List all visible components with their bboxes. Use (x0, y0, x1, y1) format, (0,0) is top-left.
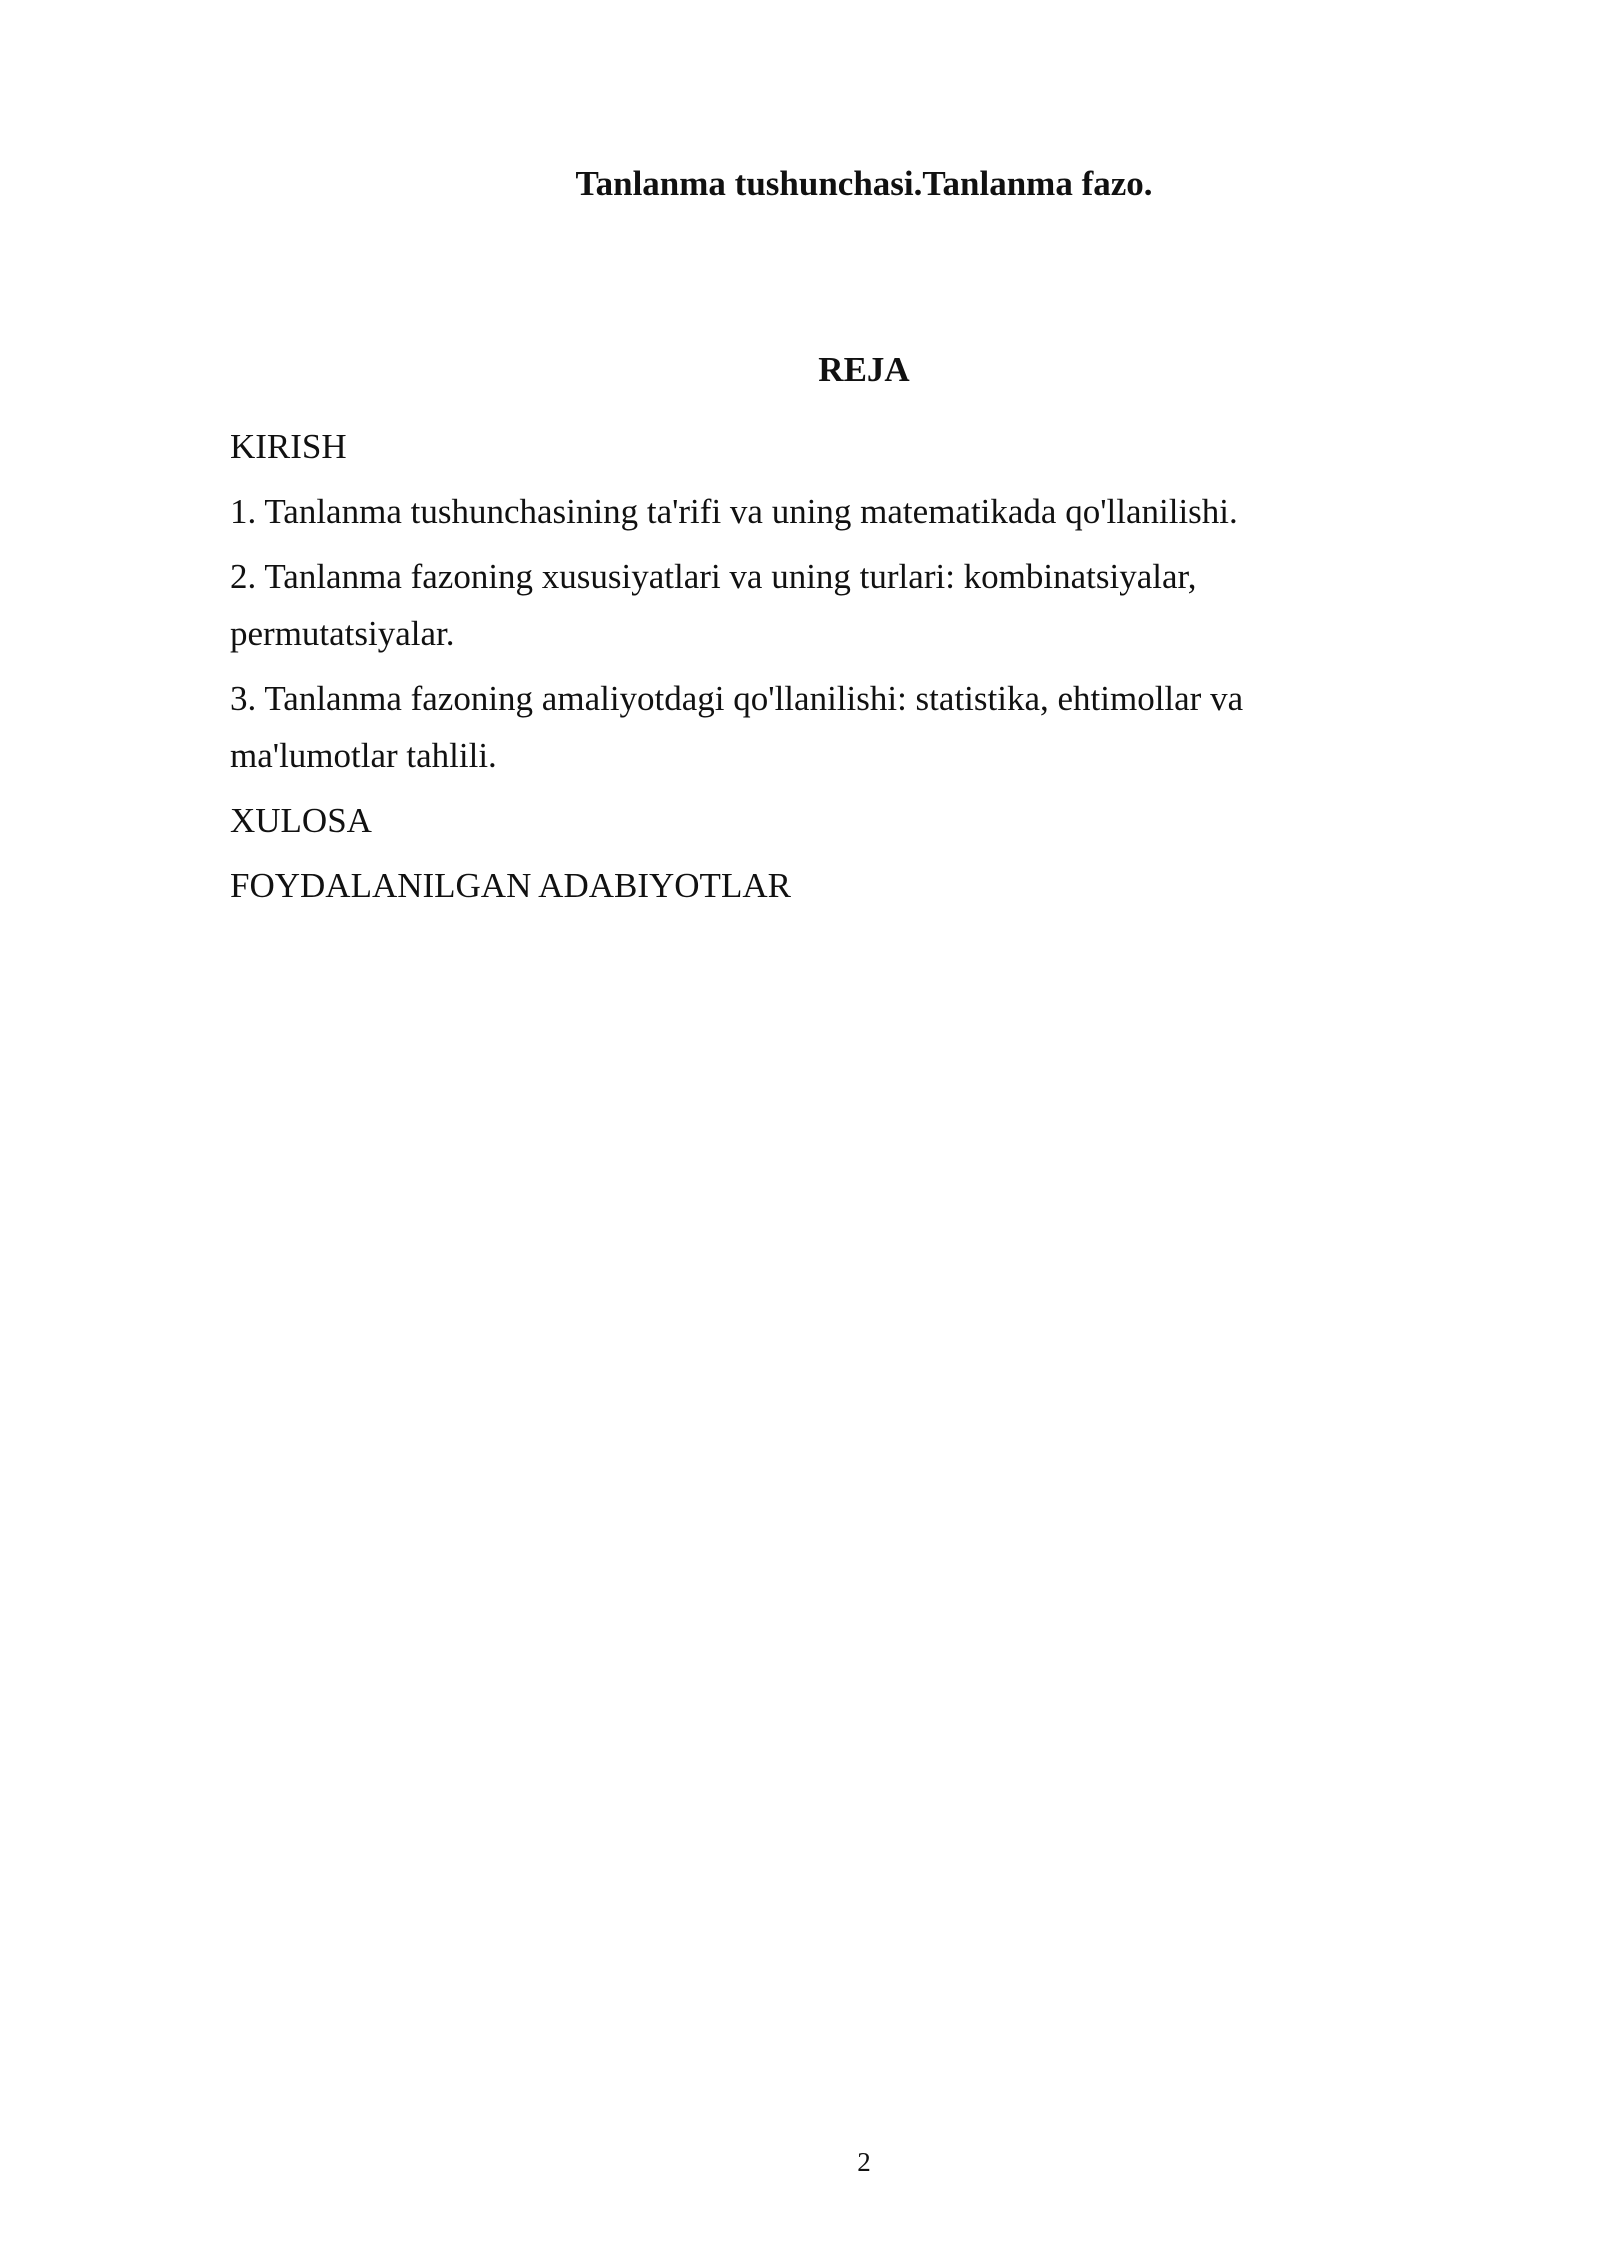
document-title: Tanlanma tushunchasi.Tanlanma fazo. (575, 164, 1153, 203)
plan-item-introduction: KIRISH (230, 427, 347, 466)
plan-item-conclusion: XULOSA (230, 801, 372, 840)
plan-item-3: 3. Tanlanma fazoning amaliyotdagi qo'llanilishi: statistika, ehtimollar va ma'lumotlar tahlili. (230, 679, 1244, 775)
plan-heading: REJA (818, 350, 910, 389)
plan-list (230, 418, 1370, 922)
page-number: 2 (857, 2147, 871, 2177)
plan-item-2: 2. Tanlanma fazoning xususiyatlari va uning turlari: kombinatsiyalar, permutatsiyalar. (230, 557, 1197, 653)
plan-item-references: FOYDALANILGAN ADABIYOTLAR (230, 866, 791, 905)
plan-item-1: 1. Tanlanma tushunchasining ta'rifi va uning matematikada qo'llanilishi. (230, 492, 1238, 531)
